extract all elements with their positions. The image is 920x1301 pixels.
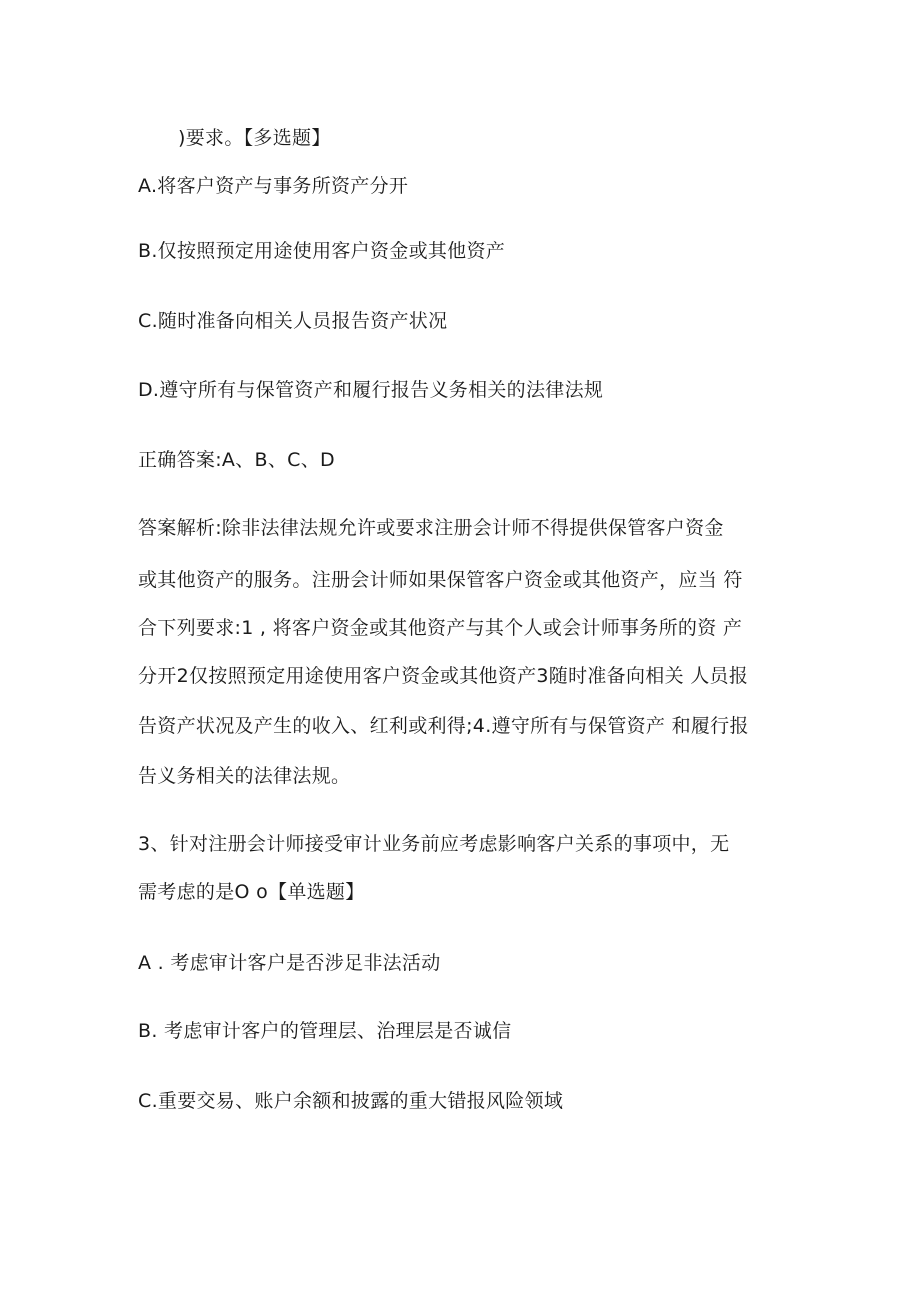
question-2-explanation-line: 告义务相关的法律法规。: [138, 765, 351, 787]
question-3-option-a: A . 考虑审计客户是否涉足非法活动: [138, 952, 441, 974]
question-3-option-c: C.重要交易、账户余额和披露的重大错报风险领域: [138, 1090, 564, 1112]
question-3-option-b: B. 考虑审计客户的管理层、治理层是否诚信: [138, 1020, 512, 1042]
question-2-explanation-line: 分开2仅按照预定用途使用客户资金或其他资产3随时准备向相关 人员报: [138, 665, 749, 687]
question-2-explanation-line: 合下列要求:1 , 将客户资金或其他资产与其个人或会计师事务所的资 产: [138, 617, 743, 639]
question-2-explanation-line: 或其他资产的服务。注册会计师如果保管客户资金或其他资产，应当 符: [138, 569, 743, 591]
question-2-stem-tail: )要求。【多选题】: [178, 127, 331, 149]
question-2-option-c: C.随时准备向相关人员报告资产状况: [138, 310, 448, 332]
question-2-option-d: D.遵守所有与保管资产和履行报告义务相关的法律法规: [138, 379, 604, 401]
question-2-explanation-line: 答案解析:除非法律法规允许或要求注册会计师不得提供保管客户资金: [138, 517, 724, 539]
question-3-stem-line: 3、针对注册会计师接受审计业务前应考虑影响客户关系的事项中，无: [138, 833, 730, 855]
question-2-option-a: A.将客户资产与事务所资产分开: [138, 175, 409, 197]
question-2-option-b: B.仅按照预定用途使用客户资金或其他资产: [138, 240, 506, 262]
question-2-answer: 正确答案:A、B、C、D: [138, 449, 335, 471]
question-2-explanation-line: 告资产状况及产生的收入、红利或利得;4.遵守所有与保管资产 和履行报: [138, 715, 749, 737]
question-3-stem-line: 需考虑的是O o【单选题】: [138, 881, 365, 903]
